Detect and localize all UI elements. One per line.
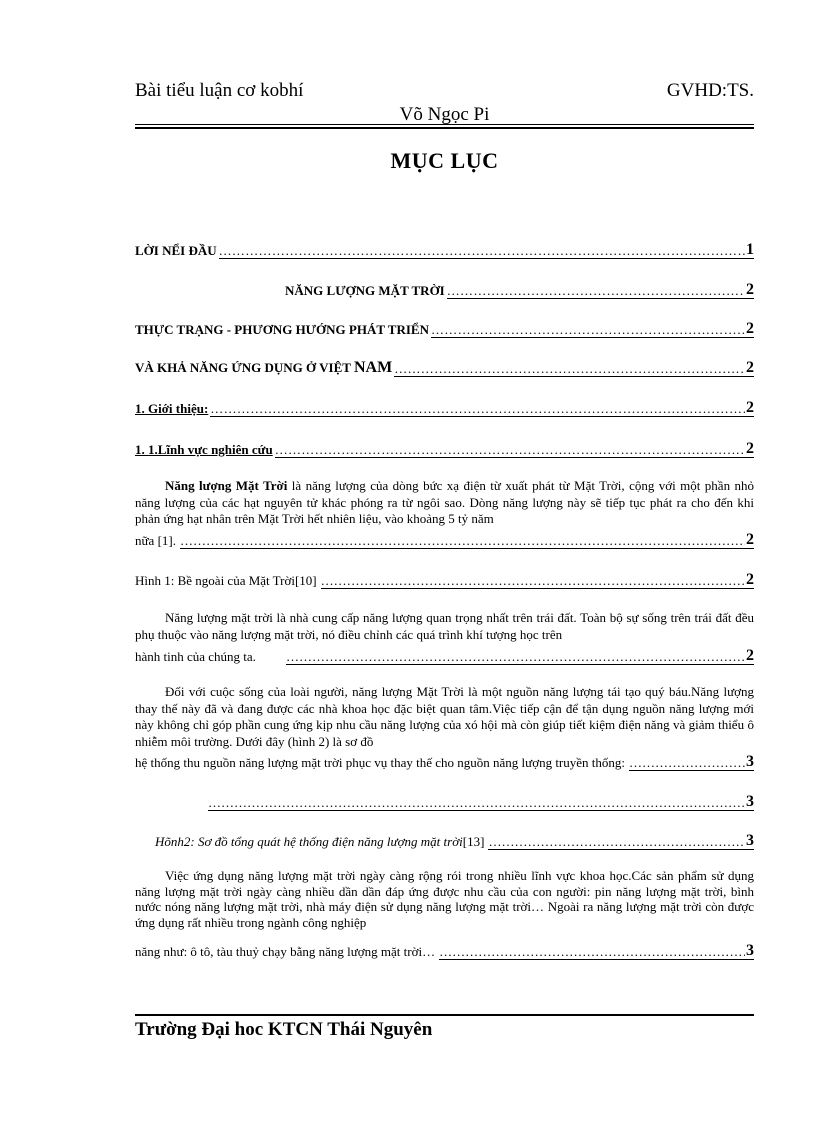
paragraph-last-line: nữa [1].: [135, 533, 176, 548]
toc-entry[interactable]: [135, 531, 754, 549]
toc-entry[interactable]: [135, 942, 754, 960]
toc-entry-label-part: VÀ KHẢ NĂNG ỨNG DỤNG Ở VIỆT: [135, 360, 354, 375]
toc-leader: [321, 573, 745, 589]
toc-leader: [439, 944, 745, 960]
paragraph-text: Năng lượng mặt trời là nhà cung cấp năng lượng quan trọng nhất trên trái đất. Toàn bộ sự sống trên trái đất đều phụ thuộc vào năng lượng mặt trời, nó điều chỉnh các quá trình khí tượng học trên: [135, 610, 754, 642]
toc-paragraph: [135, 478, 754, 528]
toc-leader: [447, 283, 745, 299]
toc-entry-label: THỰC TRẠNG - PHƯƠNG HƯỚNG PHÁT TRIỂN: [135, 322, 429, 337]
toc-paragraph: [135, 868, 754, 930]
toc-entry-page: 2: [746, 440, 754, 457]
toc-entry-label: 1. 1.Lĩnh vực nghiên cứu: [135, 442, 273, 457]
header-rule-thick: [135, 127, 754, 129]
header-rule-thin: [135, 124, 754, 125]
toc-entry-page: 2: [746, 647, 754, 664]
paragraph-text: Việc ứng dụng năng lượng mặt trời ngày càng rộng rói trong nhiều lĩnh vực khoa học.Các sản phẩm sử dụng năng lượng mặt trời ngày càng nhiều dần dần đáp ứng được nhu cầu của con người: pin năng lượng mặt trời, bình nước nóng năng lượng mặt trời, nhà máy điện sử dụng năng lượng mặt trời… Ngoài ra năng lượng mặt trời còn được ứng dụng rất nhiều trong ngành công nghiệp: [135, 868, 754, 930]
toc-entry-page: 2: [746, 359, 754, 376]
toc-entry-label-part: NAM: [353, 359, 393, 376]
figure-caption: Hình 1: Bề ngoài của Mặt Trời[10]: [135, 573, 317, 588]
toc-entry-page: 3: [746, 753, 754, 770]
toc-entry[interactable]: [135, 281, 754, 299]
toc-entry-label: NĂNG LƯỢNG MẶT TRỜI: [285, 283, 445, 298]
toc-entry[interactable]: [135, 359, 754, 377]
paragraph-text: là năng lượng của dòng bức xạ điện từ xuất phát từ Mặt Trời, cộng với một phần nhỏ năng lượng của các hạt nguyên tử khác phóng ra từ ngôi sao. Dòng năng lượng này sẽ tiếp tục phát ra cho đến khi phản ứng hạt nhân trên Mặt Trời hết nhiên liệu, vào khoảng 5 tỷ năm: [135, 478, 754, 526]
toc-entry-page: 2: [746, 281, 754, 298]
toc-leader: [275, 442, 745, 458]
toc-leader: [394, 361, 745, 377]
paragraph-text: Đối với cuộc sống của loài người, năng lượng Mặt Trời là một nguồn năng lượng tái tạo quý báu.Năng lượng thay thế này đã và đang được các nhà khoa học đặc biệt quan tâm.Việc tiếp cận để tận dụng nguồn năng lượng mới này không chỉ góp phần cung ứng kịp nhu cầu năng lượng của xó hội mà còn giúp tiết kiệm điện năng và giảm thiểu ô nhiễm môi trường. Dưới đây (hình 2) là sơ đồ: [135, 684, 754, 749]
figure-caption: [155, 834, 484, 850]
toc-entry-label: LỜI NỂI ĐẦU: [135, 243, 217, 258]
toc-entry[interactable]: [135, 753, 754, 771]
paragraph-last-line: hệ thống thu nguồn năng lượng mặt trời phục vụ thay thế cho nguồn năng lượng truyền thống:: [135, 755, 626, 770]
toc-entry-page: 3: [746, 793, 754, 810]
header-instructor-name: Võ Ngọc Pi: [399, 104, 490, 125]
header-right-text: GVHD:TS.: [666, 80, 754, 101]
toc-entry[interactable]: [135, 440, 754, 458]
toc-entry-page: 2: [746, 320, 754, 337]
footer-school-name: Trường Đại hoc KTCN Thái Nguyên: [135, 1019, 433, 1040]
header-left-text: Bài tiểu luận cơ kobhí: [135, 80, 304, 101]
toc-entry-page: 3: [746, 942, 754, 959]
toc-entry-label: [135, 359, 392, 377]
toc-leader: [629, 755, 745, 771]
toc-paragraph: [135, 684, 754, 750]
toc-entry[interactable]: [208, 793, 754, 811]
toc-entry-label: 1. Giới thiệu:: [135, 401, 209, 416]
toc-leader: [431, 322, 745, 338]
figure-caption-italic: Hõnh2: Sơ đồ tổng quát hệ thống điện năng lượng mặt trời: [155, 834, 463, 849]
toc-entry[interactable]: [135, 241, 754, 259]
toc-leader: [208, 795, 745, 811]
page-title: MỤC LỤC: [390, 148, 499, 173]
toc-entry[interactable]: [135, 399, 754, 417]
toc-entry[interactable]: [155, 832, 754, 850]
paragraph-last-line: hành tinh của chúng ta.: [135, 649, 256, 664]
toc-entry[interactable]: [135, 571, 754, 589]
toc-entry-page: 1: [746, 241, 754, 258]
toc-entry-page: 3: [746, 832, 754, 849]
toc-entry[interactable]: [135, 647, 754, 665]
toc-leader: [488, 834, 745, 850]
paragraph-bold-lead: Năng lượng Mặt Trời: [165, 478, 288, 493]
toc-leader: [286, 649, 745, 665]
toc-entry[interactable]: [135, 320, 754, 338]
toc-entry-page: 2: [746, 531, 754, 548]
footer-rule: [135, 1014, 754, 1016]
figure-caption-ref: [13]: [462, 834, 485, 849]
toc-leader: [219, 243, 745, 259]
paragraph-last-line: năng như: ô tô, tàu thuỷ chạy bằng năng lượng mặt trời…: [135, 944, 436, 959]
toc-leader: [180, 533, 745, 549]
toc-entry-page: 2: [746, 571, 754, 588]
toc-paragraph: [135, 610, 754, 643]
toc-leader: [210, 401, 745, 417]
toc-entry-page: 2: [746, 399, 754, 416]
